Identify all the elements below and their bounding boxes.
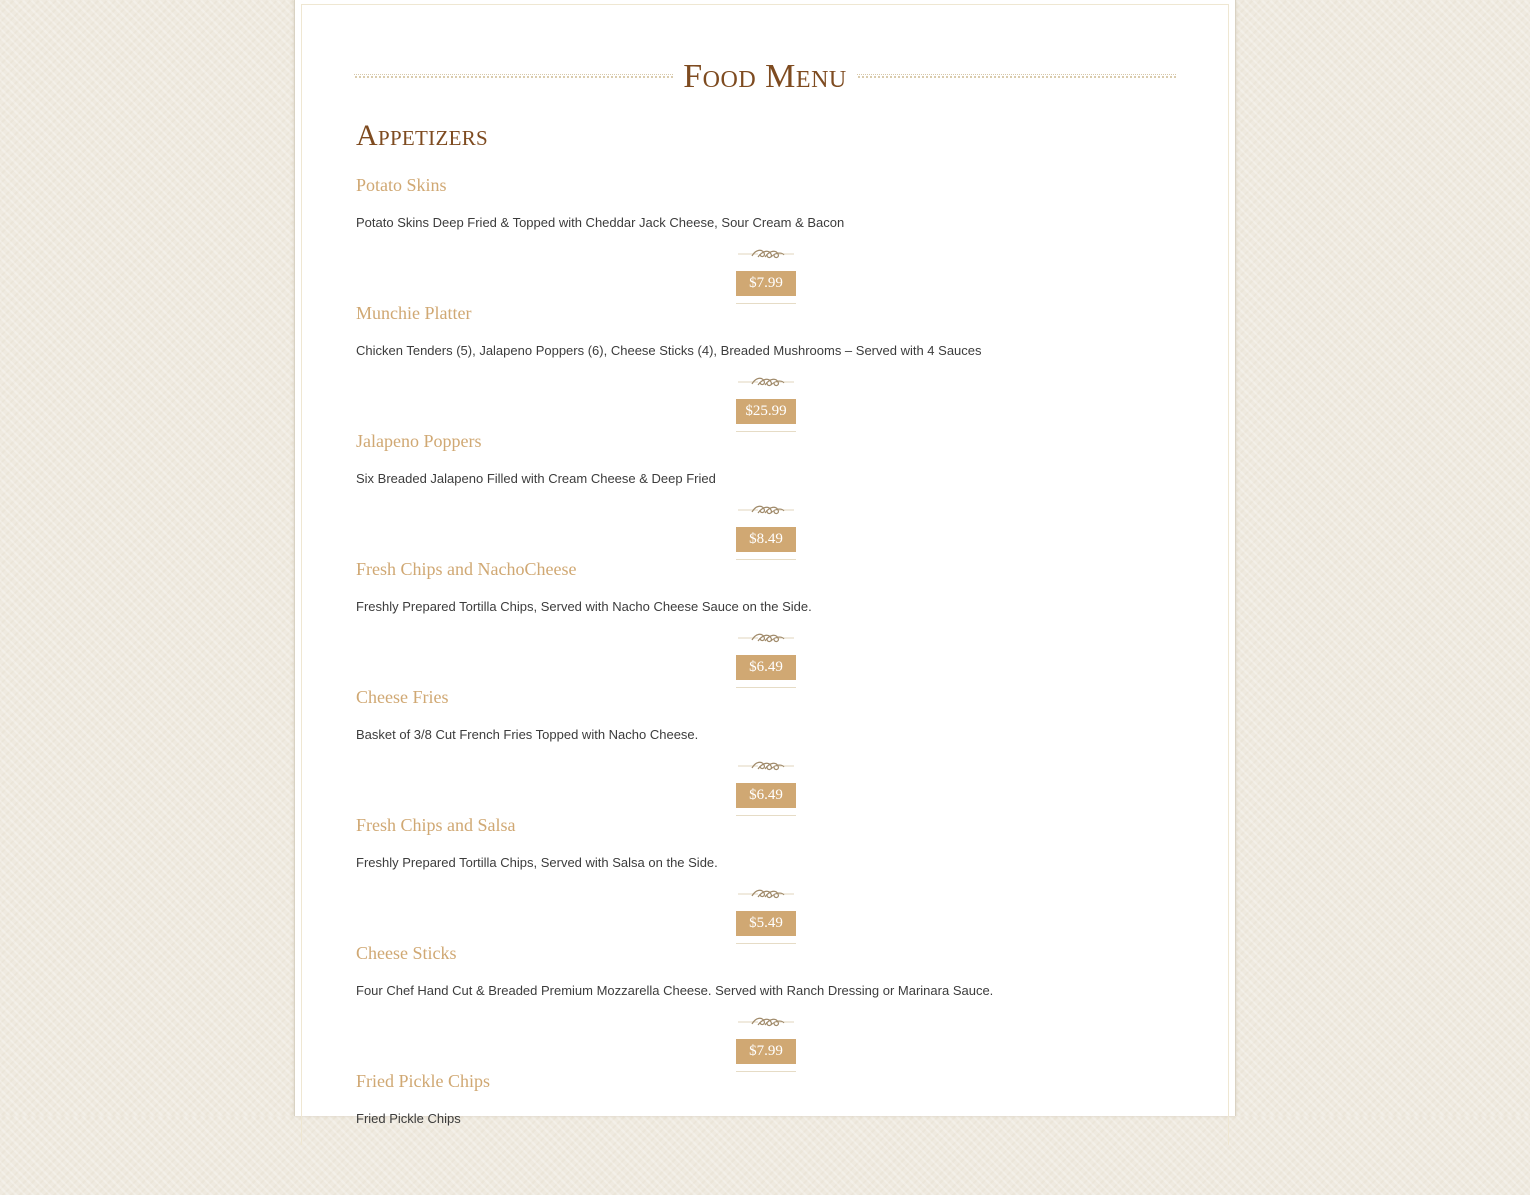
page-title: Food Menu xyxy=(683,58,847,95)
price-block xyxy=(736,247,796,307)
price-block xyxy=(736,759,796,819)
menu-item-name: Fresh Chips and Salsa xyxy=(356,815,516,835)
menu-item-name: Cheese Fries xyxy=(356,687,449,707)
menu-item-description: Basket of 3/8 Cut French Fries Topped with Nacho Cheese. xyxy=(356,727,699,742)
scroll-flourish-icon xyxy=(736,375,796,389)
price-block xyxy=(736,1015,796,1075)
section-heading: Appetizers xyxy=(356,119,489,152)
scroll-flourish-icon xyxy=(736,1015,796,1029)
scroll-flourish-icon xyxy=(736,631,796,645)
menu-item xyxy=(356,171,1176,299)
price-tag: $25.99 xyxy=(736,399,796,424)
menu-title-row xyxy=(354,57,1176,97)
menu-item xyxy=(356,683,1176,811)
menu-item-name: Potato Skins xyxy=(356,175,447,195)
scroll-flourish-icon xyxy=(736,887,796,901)
menu-item-name: Cheese Sticks xyxy=(356,943,457,963)
menu-item-list xyxy=(356,171,1176,1195)
menu-item-description: Fried Pickle Chips xyxy=(356,1111,461,1126)
menu-content xyxy=(301,4,1229,1145)
scroll-flourish-icon xyxy=(736,503,796,517)
price-tag: $8.49 xyxy=(736,527,796,552)
title-ornament-left xyxy=(354,74,673,80)
menu-item xyxy=(356,299,1176,427)
scroll-flourish-icon xyxy=(736,759,796,773)
price-block xyxy=(736,631,796,691)
price-block xyxy=(736,503,796,563)
price-tag: $5.49 xyxy=(736,911,796,936)
price-block xyxy=(736,887,796,947)
menu-item-description: Freshly Prepared Tortilla Chips, Served with Salsa on the Side. xyxy=(356,855,718,870)
menu-item xyxy=(356,427,1176,555)
scroll-flourish-icon xyxy=(736,247,796,261)
price-block xyxy=(736,375,796,435)
menu-item-name: Munchie Platter xyxy=(356,303,472,323)
title-ornament-right xyxy=(857,74,1176,80)
menu-item-name: Jalapeno Poppers xyxy=(356,431,482,451)
menu-item-name: Fresh Chips and NachoCheese xyxy=(356,559,577,579)
menu-item-description: Freshly Prepared Tortilla Chips, Served with Nacho Cheese Sauce on the Side. xyxy=(356,599,812,614)
menu-item xyxy=(356,555,1176,683)
menu-item xyxy=(356,811,1176,939)
price-tag: $6.49 xyxy=(736,655,796,680)
price-tag: $6.49 xyxy=(736,783,796,808)
menu-item-description: Four Chef Hand Cut & Breaded Premium Mozzarella Cheese. Served with Ranch Dressing or Marinara Sauce. xyxy=(356,983,994,998)
menu-item xyxy=(356,939,1176,1067)
price-tag: $7.99 xyxy=(736,1039,796,1064)
menu-item-description: Potato Skins Deep Fried & Topped with Cheddar Jack Cheese, Sour Cream & Bacon xyxy=(356,215,845,230)
menu-item-name: Fried Pickle Chips xyxy=(356,1071,490,1091)
menu-item xyxy=(356,1067,1176,1195)
menu-page xyxy=(294,0,1236,1126)
price-tag: $7.99 xyxy=(736,271,796,296)
menu-item-description: Six Breaded Jalapeno Filled with Cream Cheese & Deep Fried xyxy=(356,471,716,486)
menu-item-description: Chicken Tenders (5), Jalapeno Poppers (6), Cheese Sticks (4), Breaded Mushrooms – Served with 4 Sauces xyxy=(356,343,982,358)
